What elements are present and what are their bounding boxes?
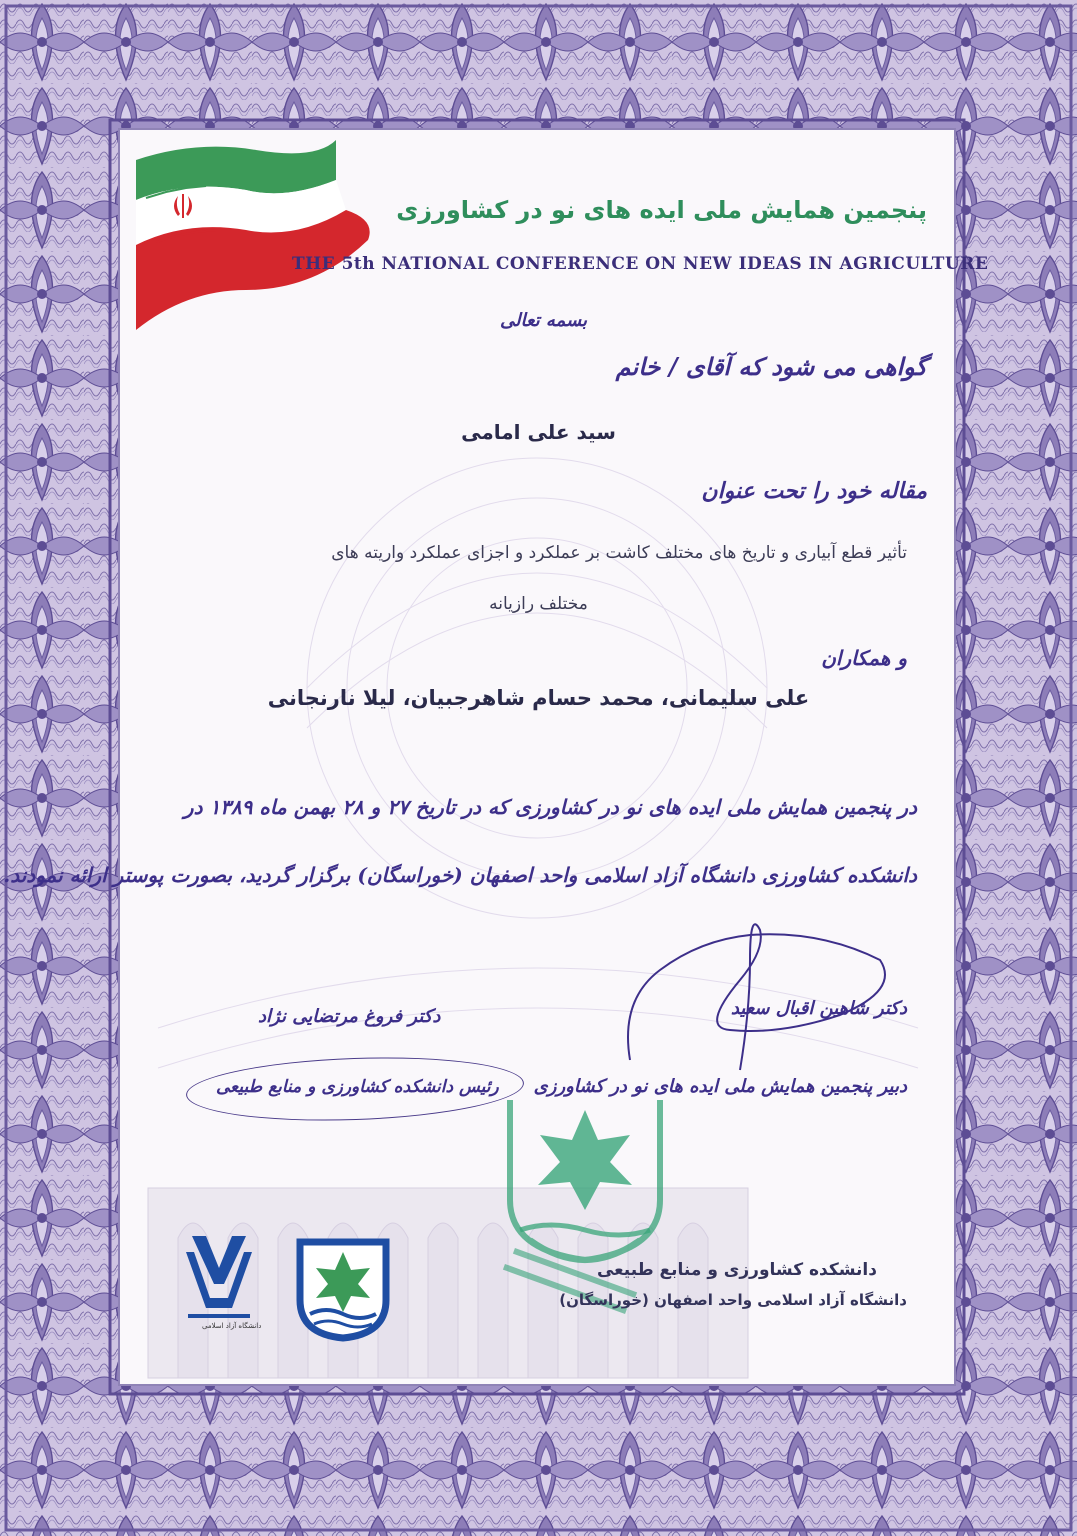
signatory-1-title: دبیر پنجمین همایش ملی ایده های نو در کشاورزی xyxy=(533,1076,907,1097)
presentation-paragraph-line-2: دانشکده کشاورزی دانشگاه آزاد اسلامی واحد اصفهان (خوراسگان) برگزار گردید، بصورت پوستر ارائه نمودند. xyxy=(3,863,917,887)
signatory-2-title: رئیس دانشکده کشاورزی و منابع طبیعی xyxy=(216,1077,499,1097)
conference-title-en: THE 5th NATIONAL CONFERENCE ON NEW IDEAS IN AGRICULTURE xyxy=(292,254,989,274)
coauthors-label: و همکاران xyxy=(821,646,907,670)
article-label: مقاله خود را تحت عنوان xyxy=(701,478,927,504)
presentation-paragraph-line-1: در پنجمین همایش ملی ایده های نو در کشاورزی که در تاریخ ۲۷ و ۲۸ بهمن ماه ۱۳۸۹ در xyxy=(183,795,917,819)
conference-title-fa: پنجمین همایش ملی ایده های نو در کشاورزی xyxy=(396,196,927,224)
coauthors-names: علی سلیمانی، محمد حسام شاهرجبیان، لیلا نارنجانی xyxy=(267,686,810,710)
invocation: بسمه تعالی xyxy=(500,310,588,331)
signatory-2-name: دکتر فروغ مرتضایی نژاد xyxy=(258,1006,441,1027)
article-title-line-1: تأثیر قطع آبیاری و تاریخ های مختلف کاشت بر عملکرد و اجزای عملکرد واریته های xyxy=(331,543,907,563)
article-title-line-2: مختلف رازیانه xyxy=(489,594,588,614)
signatory-1-name: دکتر شاهین اقبال سعید xyxy=(730,998,907,1019)
azad-university-logo-caption: دانشگاه آزاد اسلامی xyxy=(202,1322,262,1330)
institution-faculty: دانشکده کشاورزی و منابع طبیعی xyxy=(596,1260,877,1280)
recipient-name: سید علی امامی xyxy=(461,420,616,444)
faculty-logo-icon xyxy=(296,1238,390,1342)
certify-text: گواهی می شود که آقای / خانم xyxy=(615,352,927,381)
iran-flag-icon xyxy=(136,140,376,330)
university-stamp-icon xyxy=(490,1080,680,1320)
institution-university: دانشگاه آزاد اسلامی واحد اصفهان (خوراسگان) xyxy=(559,1291,907,1309)
azad-university-logo-icon xyxy=(184,1232,254,1332)
